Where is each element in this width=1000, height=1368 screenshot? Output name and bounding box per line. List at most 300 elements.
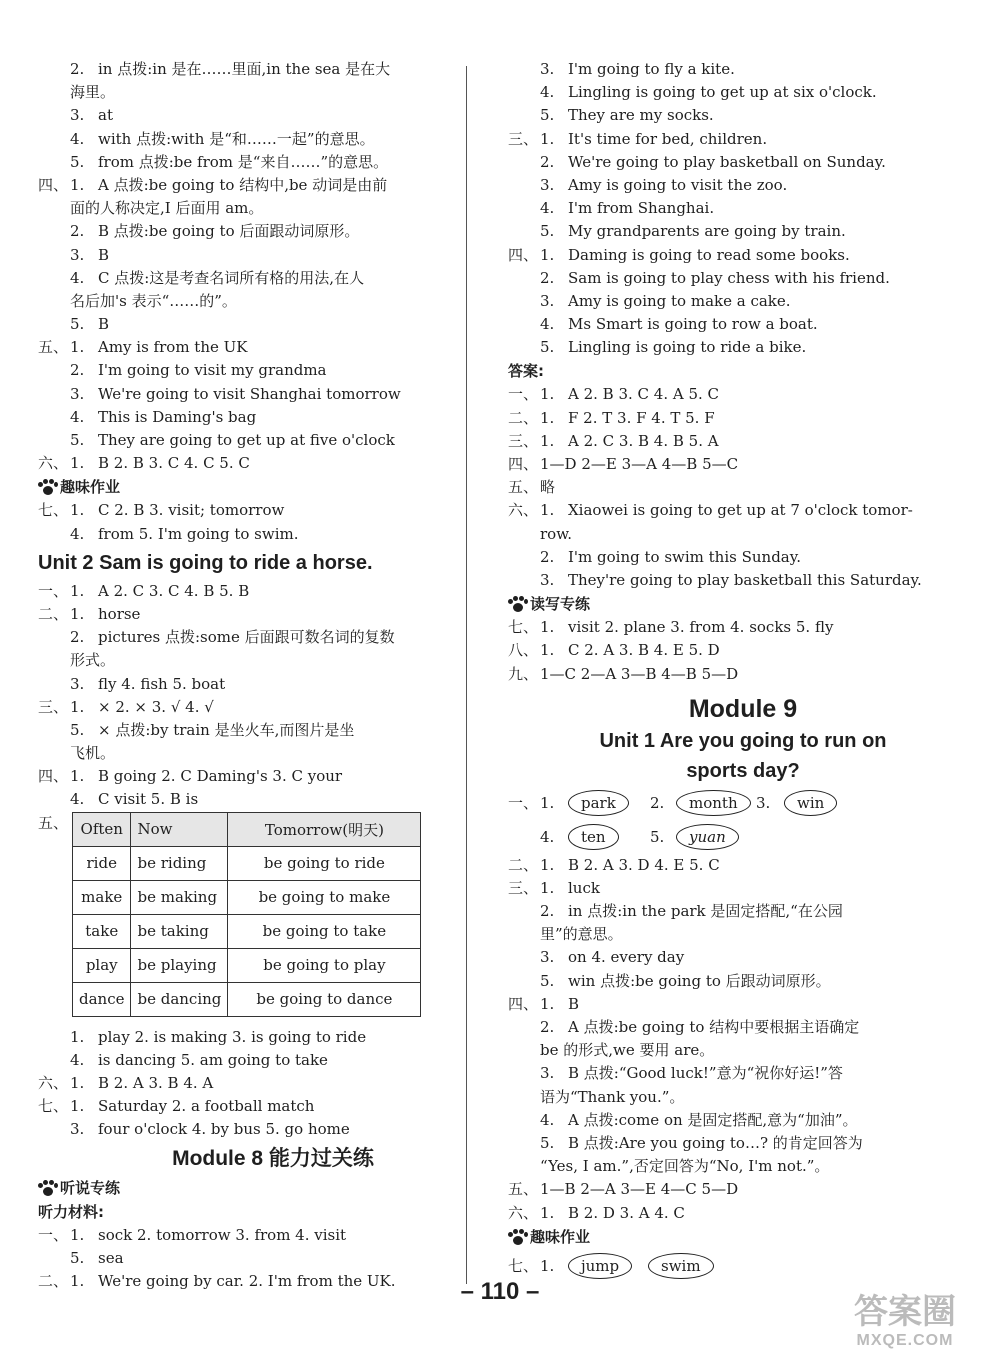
item-number: 3. xyxy=(70,674,85,693)
answer-text: sock 2. tomorrow 3. from 4. visit xyxy=(98,1225,347,1244)
answer-text: × 2. × 3. √ 4. √ xyxy=(98,697,214,716)
answer-text: 飞机。 xyxy=(70,744,116,763)
item-number: 3. xyxy=(540,60,555,78)
item-number: 2. xyxy=(540,547,555,566)
answer-text: B 点拨:Are you going to…? 的肯定回答为 xyxy=(568,1133,863,1152)
answer-line xyxy=(508,1155,978,1178)
answer-text: Xiaowei is going to get up at 7 o'clock tomor- xyxy=(568,501,913,520)
table-cell: be going to make xyxy=(228,880,421,914)
section-number: 七、 xyxy=(38,501,69,520)
item-number: 1. xyxy=(70,697,85,716)
answer-line xyxy=(38,1247,448,1270)
item-number: 5. xyxy=(70,315,85,334)
answer-text: 语为“Thank you.”。 xyxy=(540,1087,685,1106)
answer-line xyxy=(38,673,448,696)
section-number: 二、 xyxy=(508,408,539,427)
answer-line xyxy=(38,580,448,603)
table-row xyxy=(73,846,421,880)
answer-text: row. xyxy=(540,524,573,543)
answer-text: 形式。 xyxy=(70,651,116,670)
answer-text: Ms Smart is going to row a boat. xyxy=(568,315,818,334)
left-answers-block-1 xyxy=(38,58,448,475)
answer-line xyxy=(38,383,448,406)
item-number: 1. xyxy=(70,604,85,623)
answer-text: luck xyxy=(568,878,600,897)
answer-line xyxy=(38,267,448,290)
item-number: 1. xyxy=(70,1271,85,1290)
answer-line xyxy=(508,104,978,127)
table-cell: be taking xyxy=(131,914,228,948)
section-number: 三、 xyxy=(508,129,539,148)
answer-line xyxy=(38,81,448,104)
circled-word: swim xyxy=(648,1253,714,1279)
item-number: 1. xyxy=(540,878,555,897)
answer-line xyxy=(508,197,978,220)
item-number: 5. xyxy=(540,338,555,357)
table-row xyxy=(73,914,421,948)
answer-text: B 2. B 3. C 4. C 5. C xyxy=(98,454,250,473)
table-cell: be going to dance xyxy=(228,982,421,1016)
section-number: 六、 xyxy=(38,1074,69,1092)
answer-line xyxy=(508,244,978,267)
reading-writing-title: 读写专练 xyxy=(530,595,591,614)
answer-line xyxy=(38,58,448,81)
answer-line xyxy=(508,453,978,476)
answer-text: A 2. C 3. B 4. B 5. A xyxy=(568,431,719,450)
item-number: 2. xyxy=(70,361,85,380)
answer-text: B 2. D 3. A 4. C xyxy=(568,1203,685,1222)
answer-line xyxy=(508,569,978,592)
answer-line xyxy=(508,663,978,686)
item-number: 5. xyxy=(540,971,555,990)
fun-homework-heading xyxy=(38,475,448,499)
item-number: 3. xyxy=(756,793,771,812)
section-number: 六、 xyxy=(508,1203,539,1222)
answer-line xyxy=(508,1132,978,1155)
answer-line xyxy=(508,1016,978,1039)
item-number: 2. xyxy=(70,222,85,241)
section-number: 二、 xyxy=(38,604,69,623)
answer-line xyxy=(38,765,448,788)
item-number: 1. xyxy=(540,245,555,264)
watermark-logo-text: 答案圈 xyxy=(854,1293,956,1331)
section-number: 六、 xyxy=(38,454,69,473)
answer-text: play 2. is making 3. is going to ride xyxy=(98,1027,367,1046)
answer-text: B 点拨:be going to 后面跟动词原形。 xyxy=(98,222,360,241)
answer-line xyxy=(508,313,978,336)
answer-line xyxy=(508,407,978,430)
verb-forms-table xyxy=(72,812,421,1017)
paw-icon xyxy=(508,596,528,612)
answer-line xyxy=(508,1109,978,1132)
answer-text: A 2. C 3. C 4. B 5. B xyxy=(98,581,250,600)
answer-text: Amy is going to visit the zoo. xyxy=(568,175,788,194)
circled-word: park xyxy=(568,790,629,816)
item-number: 2. xyxy=(540,152,555,171)
answer-text: 1—C 2—A 3—B 4—B 5—D xyxy=(540,664,739,683)
answer-line xyxy=(508,336,978,359)
table-row xyxy=(73,880,421,914)
section-number: 七、 xyxy=(38,1097,69,1116)
table-cell: be going to ride xyxy=(228,846,421,880)
answers-label: 答案: xyxy=(508,362,544,381)
answer-text: Sam is going to play chess with his friend. xyxy=(568,268,890,287)
item-number: 5. xyxy=(70,431,85,449)
answer-text: A 2. B 3. C 4. A 5. C xyxy=(568,385,720,404)
section-number: 五、 xyxy=(508,1180,539,1199)
item-number: 3. xyxy=(540,291,555,310)
answer-text: 1—B 2—A 3—E 4—C 5—D xyxy=(540,1180,739,1199)
item-number: 4. xyxy=(70,790,85,809)
answer-text: 略 xyxy=(540,478,556,497)
table-header-row xyxy=(73,812,421,846)
section-number: 四、 xyxy=(508,245,539,264)
answer-line xyxy=(38,452,448,475)
item-number: 1. xyxy=(540,408,555,427)
item-number: 4. xyxy=(70,1050,85,1069)
section-number: 九、 xyxy=(508,664,539,683)
answer-line xyxy=(508,290,978,313)
circled-words-row-2 xyxy=(508,820,978,854)
answer-line xyxy=(38,151,448,174)
answer-text: horse xyxy=(98,604,141,623)
table-cell: be going to play xyxy=(228,948,421,982)
table-cell: be dancing xyxy=(131,982,228,1016)
circled-word: win xyxy=(784,790,837,816)
section-number: 一、 xyxy=(38,1225,69,1244)
paw-icon xyxy=(508,1229,528,1245)
item-number: 3. xyxy=(70,245,85,264)
item-number: 1. xyxy=(540,385,555,404)
answer-text: win 点拨:be going to 后跟动词原形。 xyxy=(568,971,831,990)
module9-title: Module 9 xyxy=(688,694,798,723)
unit1-title-line2: sports day? xyxy=(686,759,800,782)
section-number: 三、 xyxy=(508,431,539,450)
item-number: 1. xyxy=(70,1027,85,1046)
answer-text: 1—D 2—E 3—A 4—B 5—C xyxy=(540,455,739,473)
section-number: 七、 xyxy=(508,618,539,637)
item-number: 1. xyxy=(70,581,85,600)
answer-line xyxy=(38,742,448,765)
answer-text: We're going by car. 2. I'm from the UK. xyxy=(98,1271,396,1290)
section-number: 二、 xyxy=(38,1271,69,1290)
reading-writing-heading xyxy=(508,592,978,616)
answer-line xyxy=(508,639,978,662)
answer-text: I'm going to swim this Sunday. xyxy=(568,547,801,566)
answer-line xyxy=(508,58,978,81)
unit2-title: Unit 2 Sam is going to ride a horse. xyxy=(38,551,373,574)
answer-line xyxy=(38,336,448,359)
answer-text: They are going to get up at five o'clock xyxy=(98,431,395,449)
answer-text: 名后加's 表示“……的”。 xyxy=(70,291,237,310)
answer-text: We're going to play basketball on Sunday. xyxy=(568,152,886,171)
answer-text: Daming is going to read some books. xyxy=(568,245,850,264)
answer-line xyxy=(508,174,978,197)
answer-text: A 点拨:be going to 结构中,be 动词是由前 xyxy=(98,175,388,194)
item-number: 5. xyxy=(540,106,555,125)
item-number: 2. xyxy=(70,60,85,78)
section-number: 五、 xyxy=(38,813,69,832)
answer-text: from 5. I'm going to swim. xyxy=(98,524,299,543)
item-number: 3. xyxy=(540,175,555,194)
right-column xyxy=(508,58,978,1283)
answer-text: I'm going to visit my grandma xyxy=(98,361,327,380)
answer-line xyxy=(508,499,978,522)
answer-line xyxy=(38,719,448,742)
answer-text: Amy is from the UK xyxy=(98,338,248,357)
item-number: 2. xyxy=(70,628,85,647)
section-number: 七、 xyxy=(508,1256,539,1275)
answer-line xyxy=(508,946,978,969)
item-number: 1. xyxy=(540,793,555,812)
item-number: 1. xyxy=(540,129,555,148)
table-cell: be playing xyxy=(131,948,228,982)
item-number: 4. xyxy=(540,1110,555,1129)
answer-text: fly 4. fish 5. boat xyxy=(98,674,226,693)
table-header-cell: Often xyxy=(73,812,131,846)
answer-text: B 2. A 3. D 4. E 5. C xyxy=(568,855,720,874)
answer-line xyxy=(38,290,448,313)
answer-text: from 点拨:be from 是“来自……”的意思。 xyxy=(98,152,389,171)
answer-text: It's time for bed, children. xyxy=(568,129,768,148)
answer-line xyxy=(38,128,448,151)
item-number: 1. xyxy=(540,994,555,1013)
table-cell: be going to take xyxy=(228,914,421,948)
table-cell: make xyxy=(73,880,131,914)
right-answers-block-2 xyxy=(508,383,978,592)
section-number: 四、 xyxy=(38,767,69,786)
answer-line xyxy=(508,267,978,290)
column-divider xyxy=(466,66,467,1284)
section-number: 一、 xyxy=(508,793,539,812)
answer-line xyxy=(38,788,448,811)
answer-text: I'm going to fly a kite. xyxy=(568,60,735,78)
item-number: 3. xyxy=(70,384,85,403)
section-number: 四、 xyxy=(508,455,539,473)
section-number: 六、 xyxy=(508,501,539,520)
left-column xyxy=(38,58,448,1293)
answer-line xyxy=(38,359,448,382)
table-cell: dance xyxy=(73,982,131,1016)
answer-line xyxy=(508,900,978,923)
item-number: 5. xyxy=(540,1133,555,1152)
item-number: 3. xyxy=(540,1064,555,1083)
answer-text: C visit 5. B is xyxy=(98,790,199,809)
answer-line xyxy=(38,1072,448,1095)
item-number: 4. xyxy=(540,199,555,218)
item-number: 4. xyxy=(70,407,85,426)
section-number: 四、 xyxy=(38,175,69,194)
answer-line xyxy=(508,1039,978,1062)
answer-text: B xyxy=(98,245,110,264)
item-number: 3. xyxy=(70,1120,85,1139)
answer-line xyxy=(508,1178,978,1201)
answer-text: C 点拨:这是考查名词所有格的用法,在人 xyxy=(98,268,365,287)
answer-text: in 点拨:in 是在……里面,in the sea 是在大 xyxy=(98,60,391,78)
right-answers-block-1 xyxy=(508,58,978,359)
answer-text: B 点拨:“Good luck!”意为“祝你好运!”答 xyxy=(568,1064,843,1083)
answer-line xyxy=(38,1049,448,1072)
answer-line xyxy=(508,476,978,499)
answer-line xyxy=(508,523,978,546)
item-number: 5. xyxy=(70,1248,85,1267)
item-number: 4. xyxy=(70,129,85,148)
answer-line xyxy=(508,993,978,1016)
listening-speaking-title: 听说专练 xyxy=(60,1178,121,1197)
answer-line xyxy=(38,603,448,626)
answer-text: with 点拨:with 是“和……一起”的意思。 xyxy=(98,129,375,148)
answer-text: C 2. A 3. B 4. E 5. D xyxy=(568,641,720,660)
table-cell: play xyxy=(73,948,131,982)
item-number: 1. xyxy=(540,618,555,637)
answer-line xyxy=(508,383,978,406)
answer-text: “Yes, I am.”,否定回答为“No, I'm not.”。 xyxy=(540,1157,830,1176)
answer-line xyxy=(508,81,978,104)
circled-word: yuan xyxy=(676,824,739,850)
section-number: 一、 xyxy=(508,385,539,404)
item-number: 1. xyxy=(540,641,555,660)
answer-line xyxy=(508,430,978,453)
table-header-cell: Now xyxy=(131,812,228,846)
paw-icon xyxy=(38,1180,58,1196)
answer-text: at xyxy=(98,106,113,125)
circled-words-row-1 xyxy=(508,786,978,820)
item-number: 4. xyxy=(540,827,555,846)
answer-line xyxy=(38,1095,448,1118)
item-number: 1. xyxy=(540,501,555,520)
answer-text: A 点拨:come on 是固定搭配,意为“加油”。 xyxy=(568,1110,858,1129)
answer-text: Lingling is going to ride a bike. xyxy=(568,338,807,357)
circled-word: month xyxy=(676,790,751,816)
item-number: 3. xyxy=(540,570,555,589)
answer-text: on 4. every day xyxy=(568,948,685,967)
answer-line xyxy=(508,220,978,243)
item-number: 2. xyxy=(540,268,555,287)
item-number: 4. xyxy=(540,315,555,334)
item-number: 4. xyxy=(70,268,85,287)
answer-line xyxy=(508,546,978,569)
answer-line xyxy=(38,244,448,267)
section-number: 三、 xyxy=(508,878,539,897)
answer-text: 面的人称决定,I 后面用 am。 xyxy=(70,199,264,218)
answer-line xyxy=(38,499,448,522)
answer-line xyxy=(38,1026,448,1049)
answer-text: visit 2. plane 3. from 4. socks 5. fly xyxy=(568,618,834,637)
unit1-title-line1: Unit 1 Are you going to run on xyxy=(599,729,887,752)
site-watermark xyxy=(820,1292,990,1362)
answer-line xyxy=(38,197,448,220)
fun-homework-heading xyxy=(508,1225,978,1249)
answer-text: × 点拨:by train 是坐火车,而图片是坐 xyxy=(98,720,355,739)
table-row xyxy=(73,948,421,982)
item-number: 2. xyxy=(540,1018,555,1036)
item-number: 1. xyxy=(70,454,85,473)
answer-text: B xyxy=(98,315,110,334)
listening-speaking-heading xyxy=(38,1176,448,1200)
item-number: 5. xyxy=(70,152,85,171)
item-number: 1. xyxy=(70,767,85,786)
item-number: 1. xyxy=(70,501,85,520)
table-cell: take xyxy=(73,914,131,948)
table-row xyxy=(73,982,421,1016)
answer-text: My grandparents are going by train. xyxy=(568,222,846,241)
answer-text: We're going to visit Shanghai tomorrow xyxy=(98,384,401,403)
circled-word: jump xyxy=(568,1253,632,1279)
answer-text: four o'clock 4. by bus 5. go home xyxy=(98,1120,350,1139)
item-number: 2. xyxy=(650,793,665,812)
answer-text: F 2. T 3. F 4. T 5. F xyxy=(568,408,715,427)
item-number: 1. xyxy=(540,1256,555,1275)
answer-text: B 2. A 3. B 4. A xyxy=(98,1074,214,1092)
answer-line xyxy=(508,128,978,151)
answer-text: C 2. B 3. visit; tomorrow xyxy=(98,501,285,520)
item-number: 2. xyxy=(540,902,555,921)
answer-text: pictures 点拨:some 后面跟可数名词的复数 xyxy=(98,628,395,647)
section-number: 五、 xyxy=(508,478,539,497)
table-cell: be making xyxy=(131,880,228,914)
answer-line xyxy=(38,104,448,127)
answer-line xyxy=(38,1224,448,1247)
watermark-url: MXQE.COM xyxy=(856,1332,954,1349)
item-number: 1. xyxy=(70,1074,85,1092)
answer-text: This is Daming's bag xyxy=(98,407,257,426)
answer-line xyxy=(508,854,978,877)
paw-icon xyxy=(38,479,58,495)
answer-line xyxy=(508,1202,978,1225)
answer-line xyxy=(38,696,448,719)
item-number: 3. xyxy=(540,948,555,967)
table-cell: be riding xyxy=(131,846,228,880)
item-number: 1. xyxy=(70,1097,85,1116)
answer-text: B xyxy=(568,994,580,1013)
item-number: 4. xyxy=(540,83,555,102)
answer-text: They are my socks. xyxy=(568,106,714,125)
answer-line xyxy=(38,1118,448,1141)
item-number: 1. xyxy=(540,1203,555,1222)
item-number: 3. xyxy=(70,106,85,125)
answer-line xyxy=(508,1086,978,1109)
item-number: 1. xyxy=(70,1225,85,1244)
answer-text: I'm from Shanghai. xyxy=(568,199,715,218)
section-number: 五、 xyxy=(38,338,69,357)
item-number: 1. xyxy=(540,431,555,450)
answer-line xyxy=(508,151,978,174)
answer-line xyxy=(38,429,448,452)
left-answers-block-3 xyxy=(38,580,448,812)
listening-material-label: 听力材料: xyxy=(38,1202,104,1221)
table-header-cell: Tomorrow(明天) xyxy=(228,812,421,846)
answer-text: sea xyxy=(98,1248,124,1267)
fun-homework-title: 趣味作业 xyxy=(530,1227,591,1246)
module8-title: Module 8 能力过关练 xyxy=(172,1146,374,1170)
circled-word: ten xyxy=(568,824,619,850)
answer-text: B going 2. C Daming's 3. C your xyxy=(98,767,343,786)
answer-text: Amy is going to make a cake. xyxy=(568,291,791,310)
answer-line xyxy=(508,1062,978,1085)
answer-line xyxy=(508,877,978,900)
answer-text: A 点拨:be going to 结构中要根据主语确定 xyxy=(568,1018,860,1036)
answer-line xyxy=(38,220,448,243)
answer-line xyxy=(38,313,448,336)
fun-homework-title: 趣味作业 xyxy=(60,478,121,497)
answer-text: 海里。 xyxy=(70,83,116,102)
section-number: 一、 xyxy=(38,581,69,600)
answer-text: is dancing 5. am going to take xyxy=(98,1050,328,1069)
right-answers-block-4 xyxy=(508,854,978,1225)
answer-line xyxy=(508,616,978,639)
answer-text: Saturday 2. a football match xyxy=(98,1097,315,1116)
answer-text: be 的形式,we 要用 are。 xyxy=(540,1041,715,1060)
